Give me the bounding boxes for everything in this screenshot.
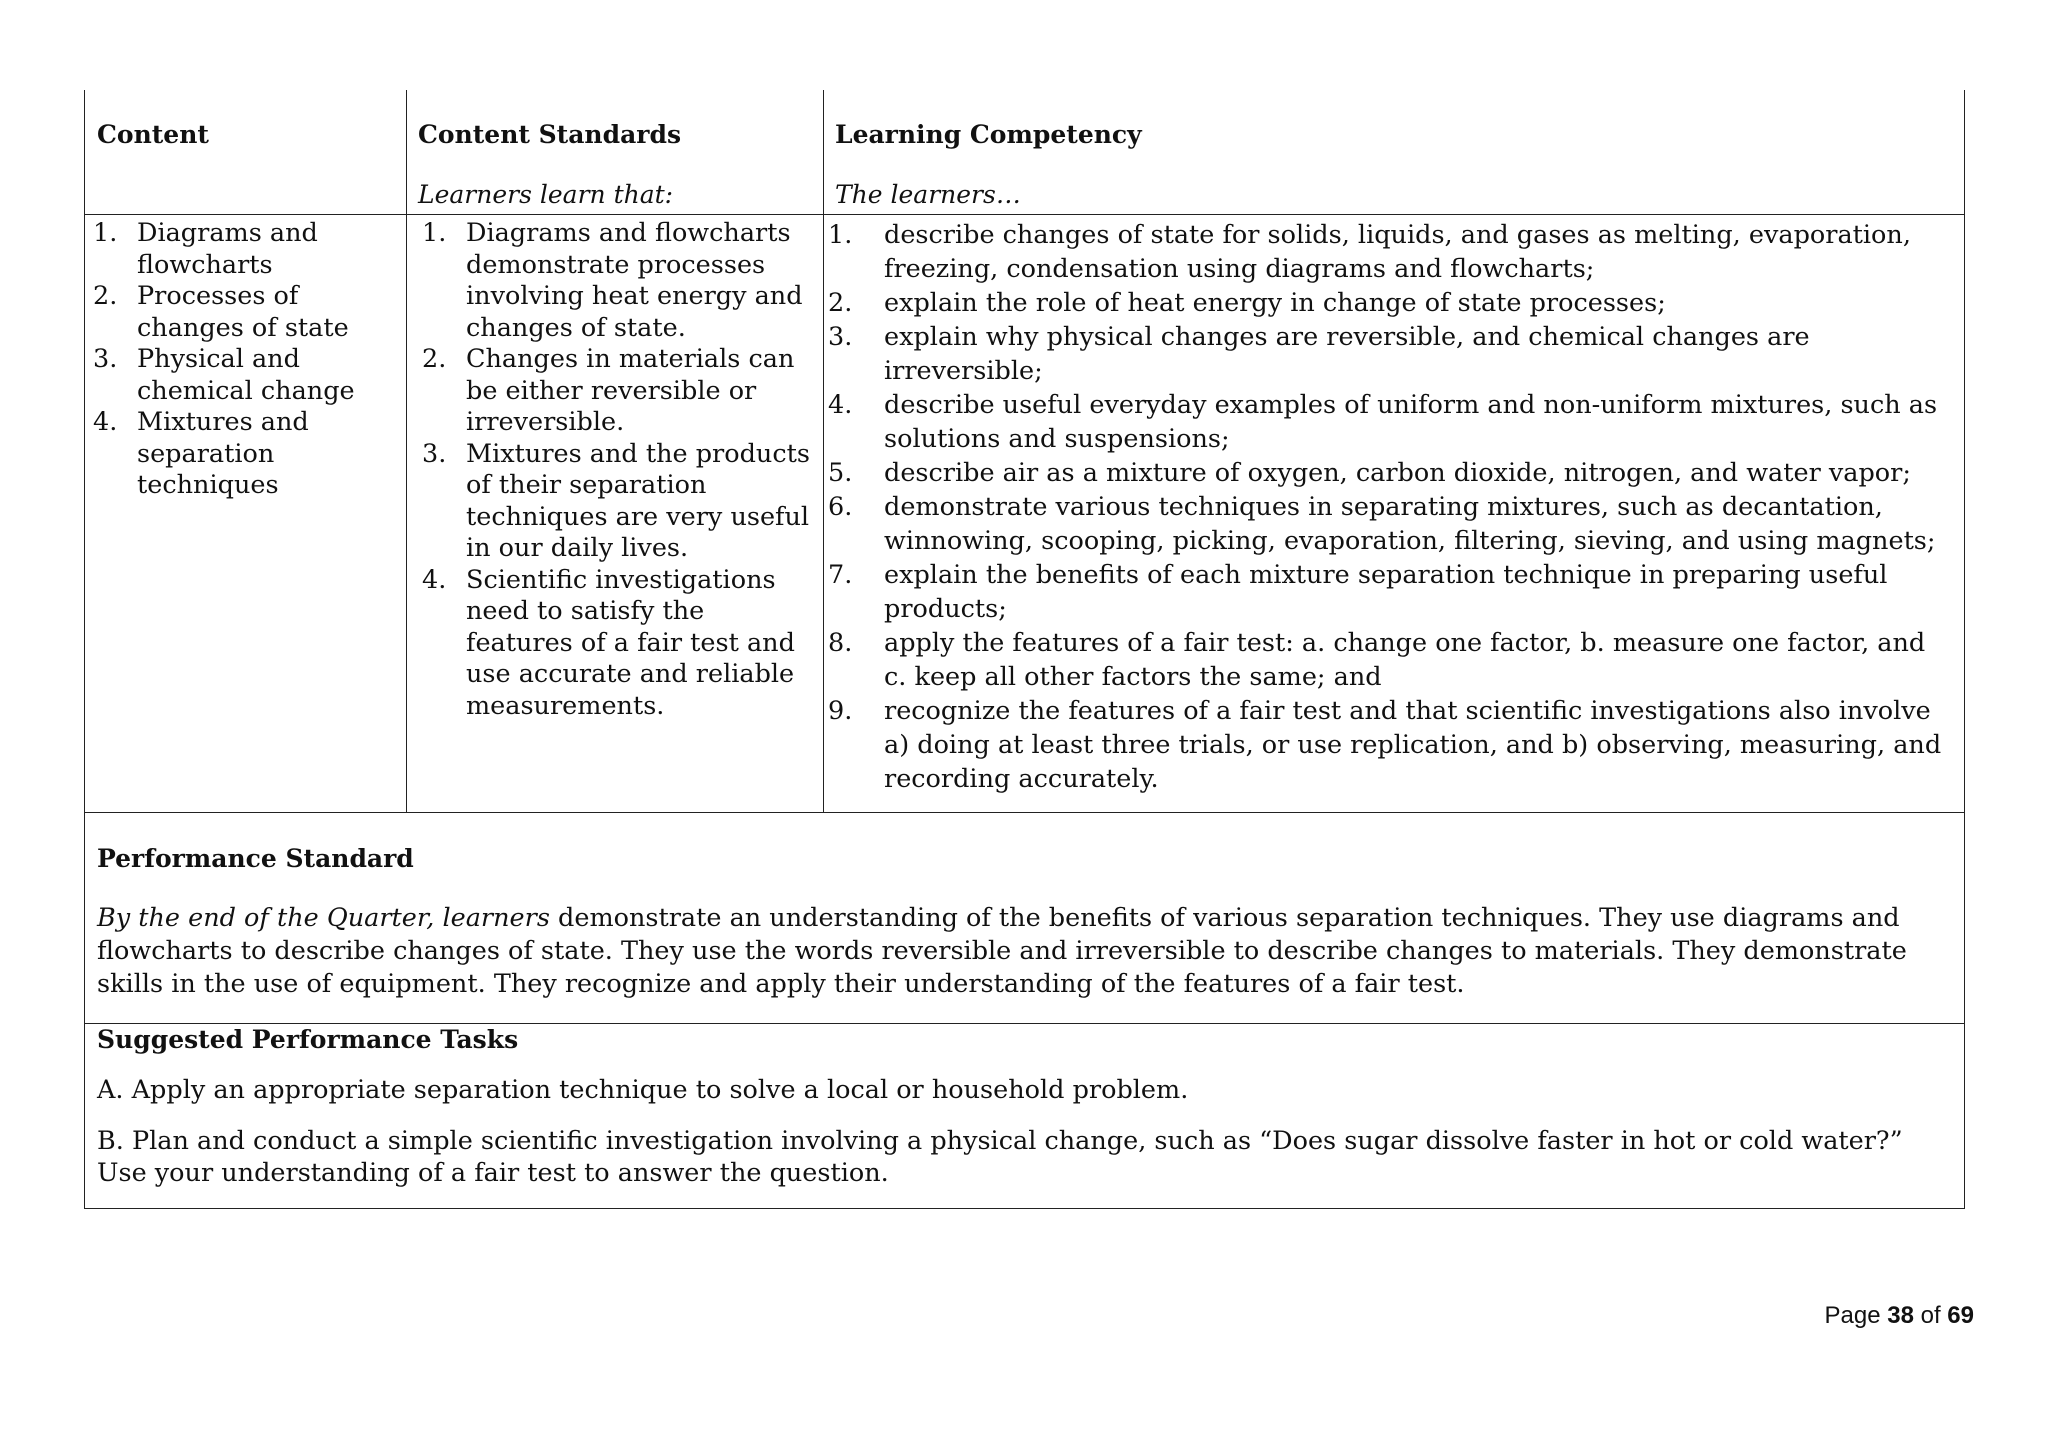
task-a: A. Apply an appropriate separation technique to solve a local or household problem. xyxy=(97,1075,1189,1105)
column-divider-1 xyxy=(406,90,407,812)
page-number: Page 38 of 69 xyxy=(1824,1302,1974,1329)
content-list xyxy=(93,218,393,502)
list-item: 4. describe useful everyday examples of uniform and non-uniform mixtures, such as solutions and suspensions; xyxy=(828,390,1938,454)
list-item: 1. Diagrams and flowcharts demonstrate processes involving heat energy and changes of state. xyxy=(422,218,803,343)
list-item: 6. demonstrate various techniques in separating mixtures, such as decantation, winnowing, scooping, picking, evaporation, filtering, sieving, and using magnets; xyxy=(828,492,1936,556)
list-item: 9. recognize the features of a fair test and that scientific investigations also involve a) doing at least three trials, or use replication, and b) observing, measuring, and recording accurately. xyxy=(828,696,1942,794)
header-content-standards: Content Standards xyxy=(418,120,682,149)
list-item: 2. Changes in materials can be either reversible or irreversible. xyxy=(422,344,795,437)
performance-standard-body: demonstrate an understanding of the benefits of various separation techniques. They use diagrams and flowcharts to describe changes of state. They use the words reversible and irreversible to describe changes to materials. They demonstrate skills in the use of equipment. They recognize and apply their understanding of the features of a fair test. xyxy=(97,903,1907,999)
list-item: 2. Processes of changes of state xyxy=(93,281,349,343)
curriculum-table xyxy=(84,90,1965,813)
content-standards-list xyxy=(422,218,810,722)
list-item: 1. describe changes of state for solids, liquids, and gases as melting, evaporation, freezing, condensation using diagrams and flowcharts; xyxy=(828,220,1911,284)
header-content-standards-sub: Learners learn that: xyxy=(418,180,674,209)
suggested-tasks-section xyxy=(84,1023,1965,1209)
list-item: 5. describe air as a mixture of oxygen, carbon dioxide, nitrogen, and water vapor; xyxy=(828,458,1911,488)
header-row-divider xyxy=(85,214,1964,215)
list-item: 2. explain the role of heat energy in change of state processes; xyxy=(828,288,1666,318)
list-item: 3. Physical and chemical change xyxy=(93,344,355,406)
performance-standard-title: Performance Standard xyxy=(97,844,414,873)
header-learning-competency: Learning Competency xyxy=(835,120,1142,149)
list-item: 8. apply the features of a fair test: a. change one factor, b. measure one factor, and c. keep all other factors the same; and xyxy=(828,628,1926,692)
list-item: 1. Diagrams and flowcharts xyxy=(93,218,318,280)
list-item: 3. explain why physical changes are reversible, and chemical changes are irreversible; xyxy=(828,322,1810,386)
list-item: 4. Mixtures and separation techniques xyxy=(93,407,309,500)
task-b: B. Plan and conduct a simple scientific investigation involving a physical change, such as “Does sugar dissolve faster in hot or cold water?” Use your understanding of a fair test to answer the question. xyxy=(97,1126,1903,1188)
header-learning-competency-sub: The learners… xyxy=(835,180,1021,209)
list-item: 4. Scientific investigations need to satisfy the features of a fair test and use accurate and reliable measurements. xyxy=(422,564,795,721)
performance-standard-section xyxy=(84,812,1965,1024)
list-item: 3. Mixtures and the products of their separation techniques are very useful in our daily lives. xyxy=(422,438,810,563)
suggested-tasks-title: Suggested Performance Tasks xyxy=(97,1025,519,1054)
performance-standard-lead: By the end of the Quarter, learners xyxy=(97,903,550,933)
performance-standard-text xyxy=(97,902,1942,1001)
column-divider-2 xyxy=(823,90,824,812)
list-item: 7. explain the benefits of each mixture separation technique in preparing useful products; xyxy=(828,560,1888,624)
learning-competency-list xyxy=(828,218,1953,796)
header-content: Content xyxy=(97,120,209,149)
